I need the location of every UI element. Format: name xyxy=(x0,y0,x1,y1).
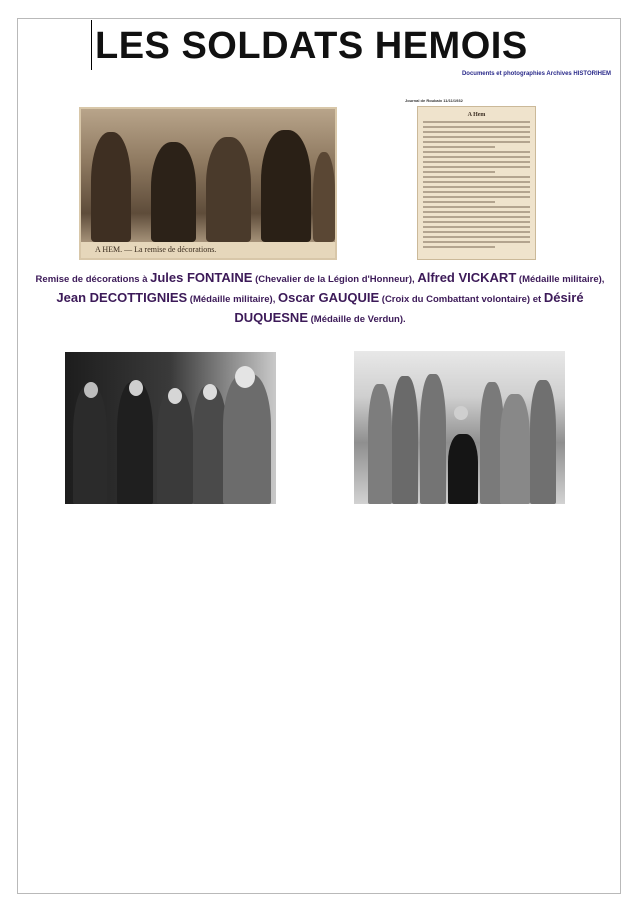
recipient-award: (Chevalier de la Légion d'Honneur), xyxy=(252,274,418,285)
veterans-photo xyxy=(65,352,276,504)
legend-intro: Remise de décorations à xyxy=(35,274,151,285)
recipient-award: (Médaille militaire), xyxy=(187,294,278,305)
newspaper-clipping xyxy=(417,106,536,260)
recipient-name: Alfred VICKART xyxy=(417,270,517,285)
decorations-legend xyxy=(30,269,610,329)
recipient-award: (Médaille de Verdun). xyxy=(308,314,406,325)
clipping-headline: A Hem xyxy=(467,112,486,118)
title-cursor-bar xyxy=(91,20,92,70)
archive-credit: Documents et photographies Archives HISTORIHEM xyxy=(461,71,611,77)
figure-bystander xyxy=(313,152,335,242)
figure-decorated-man xyxy=(261,130,311,242)
page-title: LES SOLDATS HEMOIS xyxy=(95,25,528,67)
recipient-name: Désiré DUQUESNE xyxy=(234,290,584,325)
recipient-award: (Croix du Combattant volontaire) et xyxy=(379,294,544,305)
ceremony-photo xyxy=(79,107,337,260)
ceremony-photo-caption: A HEM. — La remise de décorations. xyxy=(81,242,335,258)
recipient-name: Jean DECOTTIGNIES xyxy=(56,290,188,305)
recipient-name: Oscar GAUQUIE xyxy=(277,290,380,305)
clipping-source: Journal de Roubaix 11/11/1932 xyxy=(405,98,463,103)
recipient-award: (Médaille militaire), xyxy=(516,274,605,285)
soldiers-photo xyxy=(354,351,565,504)
figure-decorated-man xyxy=(206,137,251,242)
figure-decorated-man xyxy=(151,142,196,242)
recipient-name: Jules FONTAINE xyxy=(150,270,253,285)
figure-officer xyxy=(91,132,131,242)
